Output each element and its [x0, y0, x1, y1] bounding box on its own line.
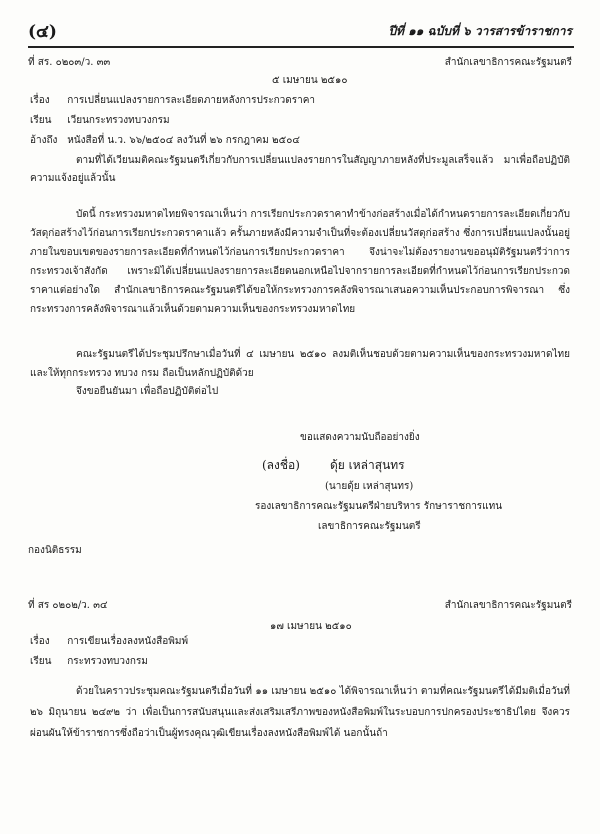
page-number: (๔) — [28, 22, 57, 42]
signer-title-1: รองเลขาธิการคณะรัฐมนตรีฝ่ายบริหาร รักษาราชการแทน — [255, 501, 503, 512]
letter1-subject-line — [30, 95, 315, 108]
letter2-date: ๑๗ เมษายน ๒๕๑๐ — [270, 621, 352, 632]
letter1-reference: หนังสือที่ น.ว. ๖๖/๒๕๐๔ ลงวันที่ ๒๖ กรกฎาคม ๒๕๐๔ — [67, 135, 300, 146]
to-label: เรียน — [30, 656, 52, 667]
letter1-ref-no: ที่ สร. ๐๒๐๓/ว. ๓๓ — [28, 57, 111, 68]
letter1-reference-line — [30, 135, 300, 148]
letter1-closing: ขอแสดงความนับถืออย่างยิ่ง — [300, 432, 420, 443]
division-name: กองนิติธรรม — [28, 545, 82, 556]
header-rule — [28, 46, 574, 48]
subject-label: เรื่อง — [30, 636, 50, 647]
letter1-date: ๕ เมษายน ๒๕๑๐ — [272, 75, 348, 86]
letter1-subject: การเปลี่ยนแปลงรายการละเอียดภายหลังการประกวดราคา — [67, 95, 316, 106]
signer-title-2: เลขาธิการคณะรัฐมนตรี — [318, 521, 421, 532]
letter1-to: เวียนกระทรวงทบวงกรม — [67, 115, 170, 126]
letter2-paragraph-1: ด้วยในคราวประชุมคณะรัฐมนตรีเมื่อวันที่ ๑๑ เมษายน ๒๕๑๐ ได้พิจารณาเห็นว่า ตามที่คณะรัฐมนตรีได้มีมติเมื่อวันที่ ๒๖ มิถุนายน ๒๔๙๒ ว่า เพื่อเป็นการสนับสนุนและส่งเสริมเสรีภาพของหนังสือพิมพ์ในระบอบการปกครองประชาธิปไตย จึงควรผ่อนผันให้ข้าราชการซึ่งถือว่าเป็นผู้ทรงคุณวุฒิเขียนเรื่องลงหนังสือพิมพ์ได้ นอกนั้นถ้า — [30, 686, 570, 739]
letter2-subject: การเขียนเรื่องลงหนังสือพิมพ์ — [67, 636, 189, 647]
signature: ดุ้ย เหล่าสุนทร — [330, 458, 405, 472]
subject-label: เรื่อง — [30, 95, 50, 106]
letter1-to-line — [30, 115, 170, 128]
letter2-to: กระทรวงทบวงกรม — [67, 656, 148, 667]
letter2-subject-line — [30, 636, 188, 649]
letter1-paragraph-3: คณะรัฐมนตรีได้ประชุมปรึกษาเมื่อวันที่ ๔ เมษายน ๒๕๑๐ ลงมติเห็นชอบด้วยตามความเห็นของกระทรวงมหาดไทย และให้ทุกกระทรวง ทบวง กรม ถือเป็นหลักปฏิบัติด้วย — [30, 349, 570, 379]
journal-header: ปีที่ ๑๑ ฉบับที่ ๖ วารสารข้าราชการ — [388, 24, 572, 38]
letter2-ref-no: ที่ สร ๐๒๐๒/ว. ๓๔ — [28, 600, 108, 611]
letter1-office: สำนักเลขาธิการคณะรัฐมนตรี — [444, 57, 572, 68]
reference-label: อ้างถึง — [30, 135, 58, 146]
to-label: เรียน — [30, 115, 52, 126]
letter2-office: สำนักเลขาธิการคณะรัฐมนตรี — [444, 600, 572, 611]
letter2-to-line — [30, 656, 148, 669]
letter1-paragraph-2: บัดนี้ กระทรวงมหาดไทยพิจารณาเห็นว่า การเรียกประกวดราคาทำข้างก่อสร้างเมื่อได้กำหนดรายการละเอียดเกี่ยวกับวัสดุก่อสร้างไว้ก่อนการเรียกประกวดราคาแล้ว ครั้นภายหลังมีความจำเป็นที่จะต้องเปลี่ยนวัสดุก่อสร้าง ซึ่งการเปลี่ยนแปลงนั้นอยู่ภายในขอบเขตของรายการละเอียดที่กำหนดไว้ก่อนการเรียกประกวดราคา จึงน่าจะไม่ต้องรายงานขออนุมัติรัฐมนตรีว่าการกระทรวงเจ้าสังกัด เพราะมิได้เปลี่ยนแปลงรายการละเอียดนอกเหนือไปจากรายการละเอียดที่กำหนดไว้ก่อนการเรียกประกวดราคาแต่อย่างใด สำนักเลขาธิการคณะรัฐมนตรีได้ขอให้กระทรวงการคลังพิจารณาเสนอความเห็นประกอบการพิจารณา ซึ่งกระทรวงการคลังพิจารณาแล้วเห็นด้วยตามความเห็นของกระทรวงมหาดไทย — [30, 209, 570, 315]
letter1-paragraph-1: ตามที่ได้เวียนมติคณะรัฐมนตรีเกี่ยวกับการเปลี่ยนแปลงรายการในสัญญาภายหลังที่ประมูลเสร็จแล้ว มาเพื่อถือปฏิบัติ ความแจ้งอยู่แล้วนั้น — [30, 155, 570, 184]
signer-name: (นายดุ้ย เหล่าสุนทร) — [325, 481, 414, 492]
letter1-paragraph-4: จึงขอยืนยันมา เพื่อถือปฏิบัติต่อไป — [76, 386, 219, 397]
signed-label: (ลงชื่อ) — [262, 458, 300, 472]
